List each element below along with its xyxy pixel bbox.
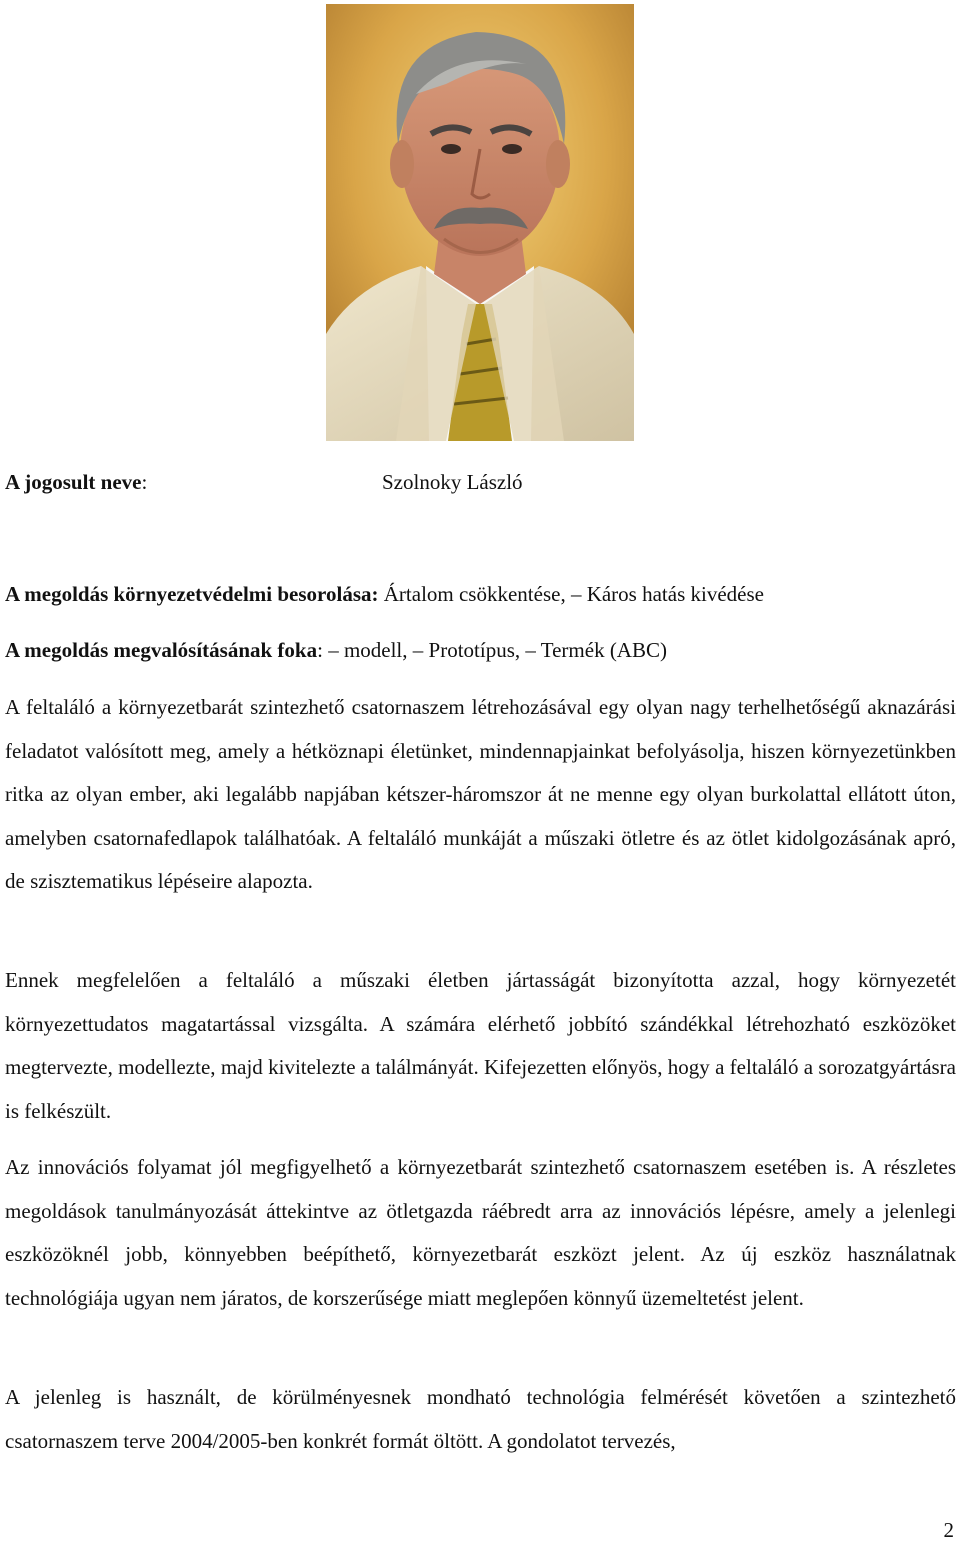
holder-name: Szolnoky László — [382, 470, 523, 494]
holder-label-colon: : — [141, 470, 148, 494]
holder-label-row — [5, 470, 147, 495]
portrait-icon — [326, 4, 634, 441]
paragraph-1: A feltaláló a környezetbarát szintezhető csatornaszem létrehozásával egy olyan nagy terhelhetőségű aknazárási feladatot valósított meg, amely a hétköznapi életünket, mindennapjainkat befolyásolja, hiszen környezetünkben ritka az olyan ember, aki legalább napjában kétszer-háromszor át ne menne egy olyan burkolattal ellátott úton, amelyben csatornafedlapok találhatóak. A feltaláló munkáját a műszaki ötletre és az ötlet kidolgozásának apró, de szisztematikus lépéseire alapozta. — [5, 695, 956, 893]
holder-label: A jogosult neve — [5, 470, 142, 494]
paragraph-4: A jelenleg is használt, de körülményesnek mondható technológia felmérését követően a szintezhető csatornaszem terve 2004/2005-ben konkrét formát öltött. A gondolatot tervezés, — [5, 1385, 956, 1453]
classification-value: Ártalom csökkentése, – Káros hatás kivédése — [378, 582, 764, 606]
classification-row — [5, 582, 764, 607]
paragraph-2: Ennek megfelelően a feltaláló a műszaki életben jártasságát bizonyította azzal, hogy környezetét környezettudatos magatartással vizsgálta. A számára elérhető jobbító szándékkal létrehozható eszközöket megtervezte, modellezte, majd kivitelezte a találmányát. Kifejezetten előnyös, hogy a feltaláló a sorozatgyártásra is felkészült. — [5, 968, 956, 1123]
classification-label: A megoldás környezetvédelmi besorolása: — [5, 582, 379, 606]
portrait-photo — [326, 4, 634, 441]
stage-row — [5, 638, 667, 663]
paragraph-3: Az innovációs folyamat jól megfigyelhető a környezetbarát szintezhető csatornaszem esetében is. A részletes megoldások tanulmányozását áttekintve az ötletgazda ráébredt arra az innovációs lépésre, amely a jelenlegi eszközöknél jobb, könnyebben beépíthető, környezetbarát eszközt jelent. Az új eszköz használatnak technológiája ugyan nem járatos, de korszerűsége miatt meglepően könnyű üzemeltetést jelent. — [5, 1155, 956, 1310]
stage-value: : – modell, – Prototípus, – Termék (ABC) — [317, 638, 667, 662]
stage-label: A megoldás megvalósításának foka — [5, 638, 318, 662]
page-number: 2 — [943, 1518, 954, 1542]
